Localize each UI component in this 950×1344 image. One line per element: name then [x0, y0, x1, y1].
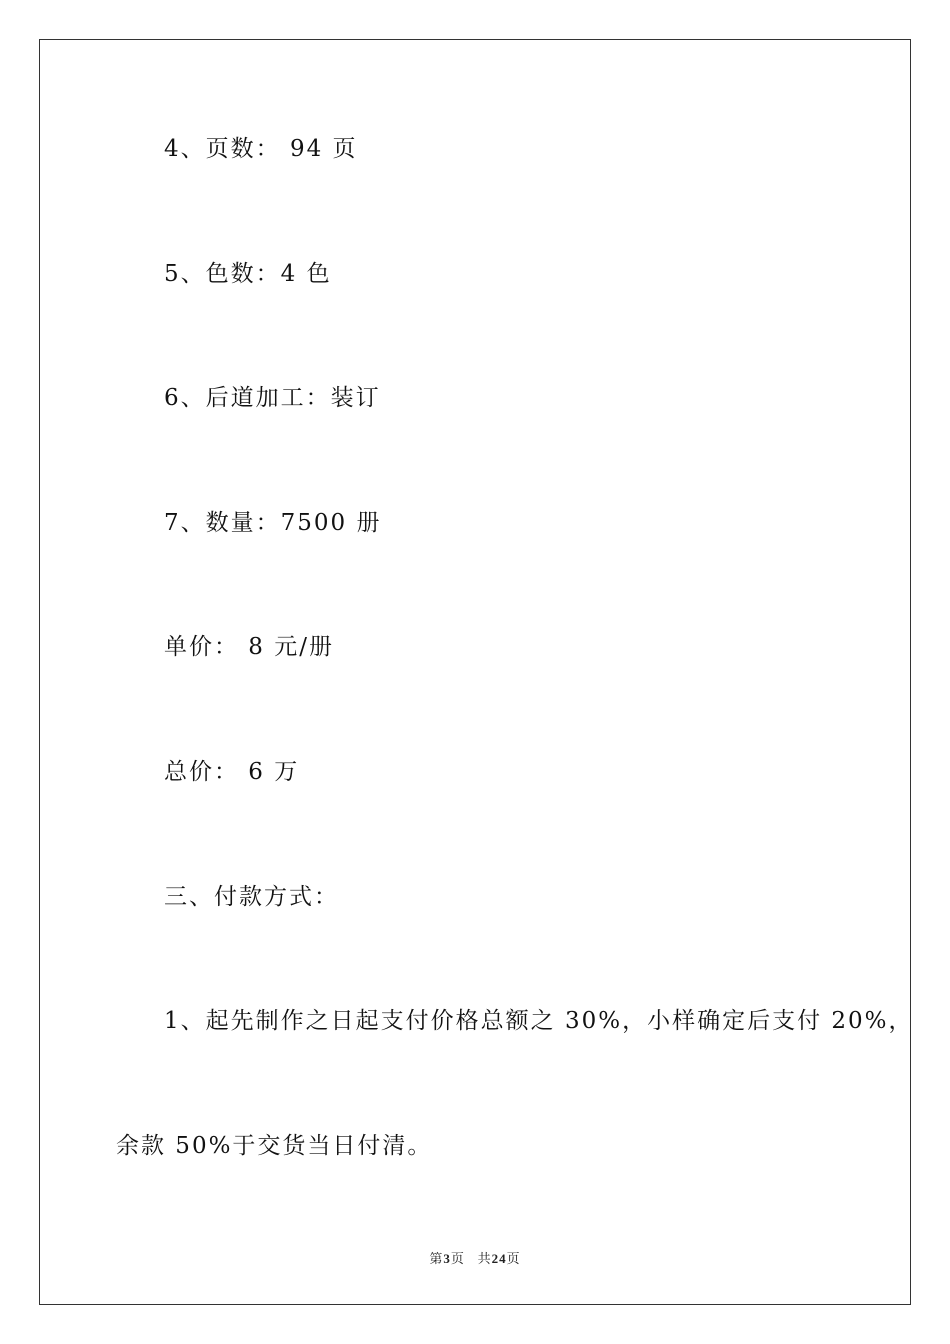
footer-page-prefix: 第	[429, 1251, 444, 1266]
spec-quantity: 7、数量：7500 册	[164, 510, 382, 536]
total-price: 总价： 6 万	[164, 759, 300, 785]
spec-post-processing: 6、后道加工：装订	[164, 385, 381, 411]
footer-page-total: 24	[491, 1251, 507, 1266]
spec-pages: 4、页数： 94 页	[164, 136, 358, 162]
footer-page-suffix: 页	[450, 1251, 465, 1266]
footer-total-suffix: 页	[506, 1251, 521, 1266]
payment-term-continuation: 余款 50%于交货当日付清。	[116, 1133, 433, 1159]
spec-colors: 5、色数：4 色	[164, 261, 332, 287]
page-border	[39, 39, 911, 1305]
footer-page-current: 3	[443, 1251, 451, 1266]
section-heading-payment: 三、付款方式：	[164, 884, 339, 910]
footer-total-prefix: 共	[477, 1251, 492, 1266]
page-footer	[0, 1248, 950, 1267]
payment-term-paragraph: 1、起先制作之日起支付价格总额之 30%，小样确定后支付 20%，	[164, 1008, 914, 1034]
unit-price: 单价： 8 元/册	[164, 634, 335, 660]
